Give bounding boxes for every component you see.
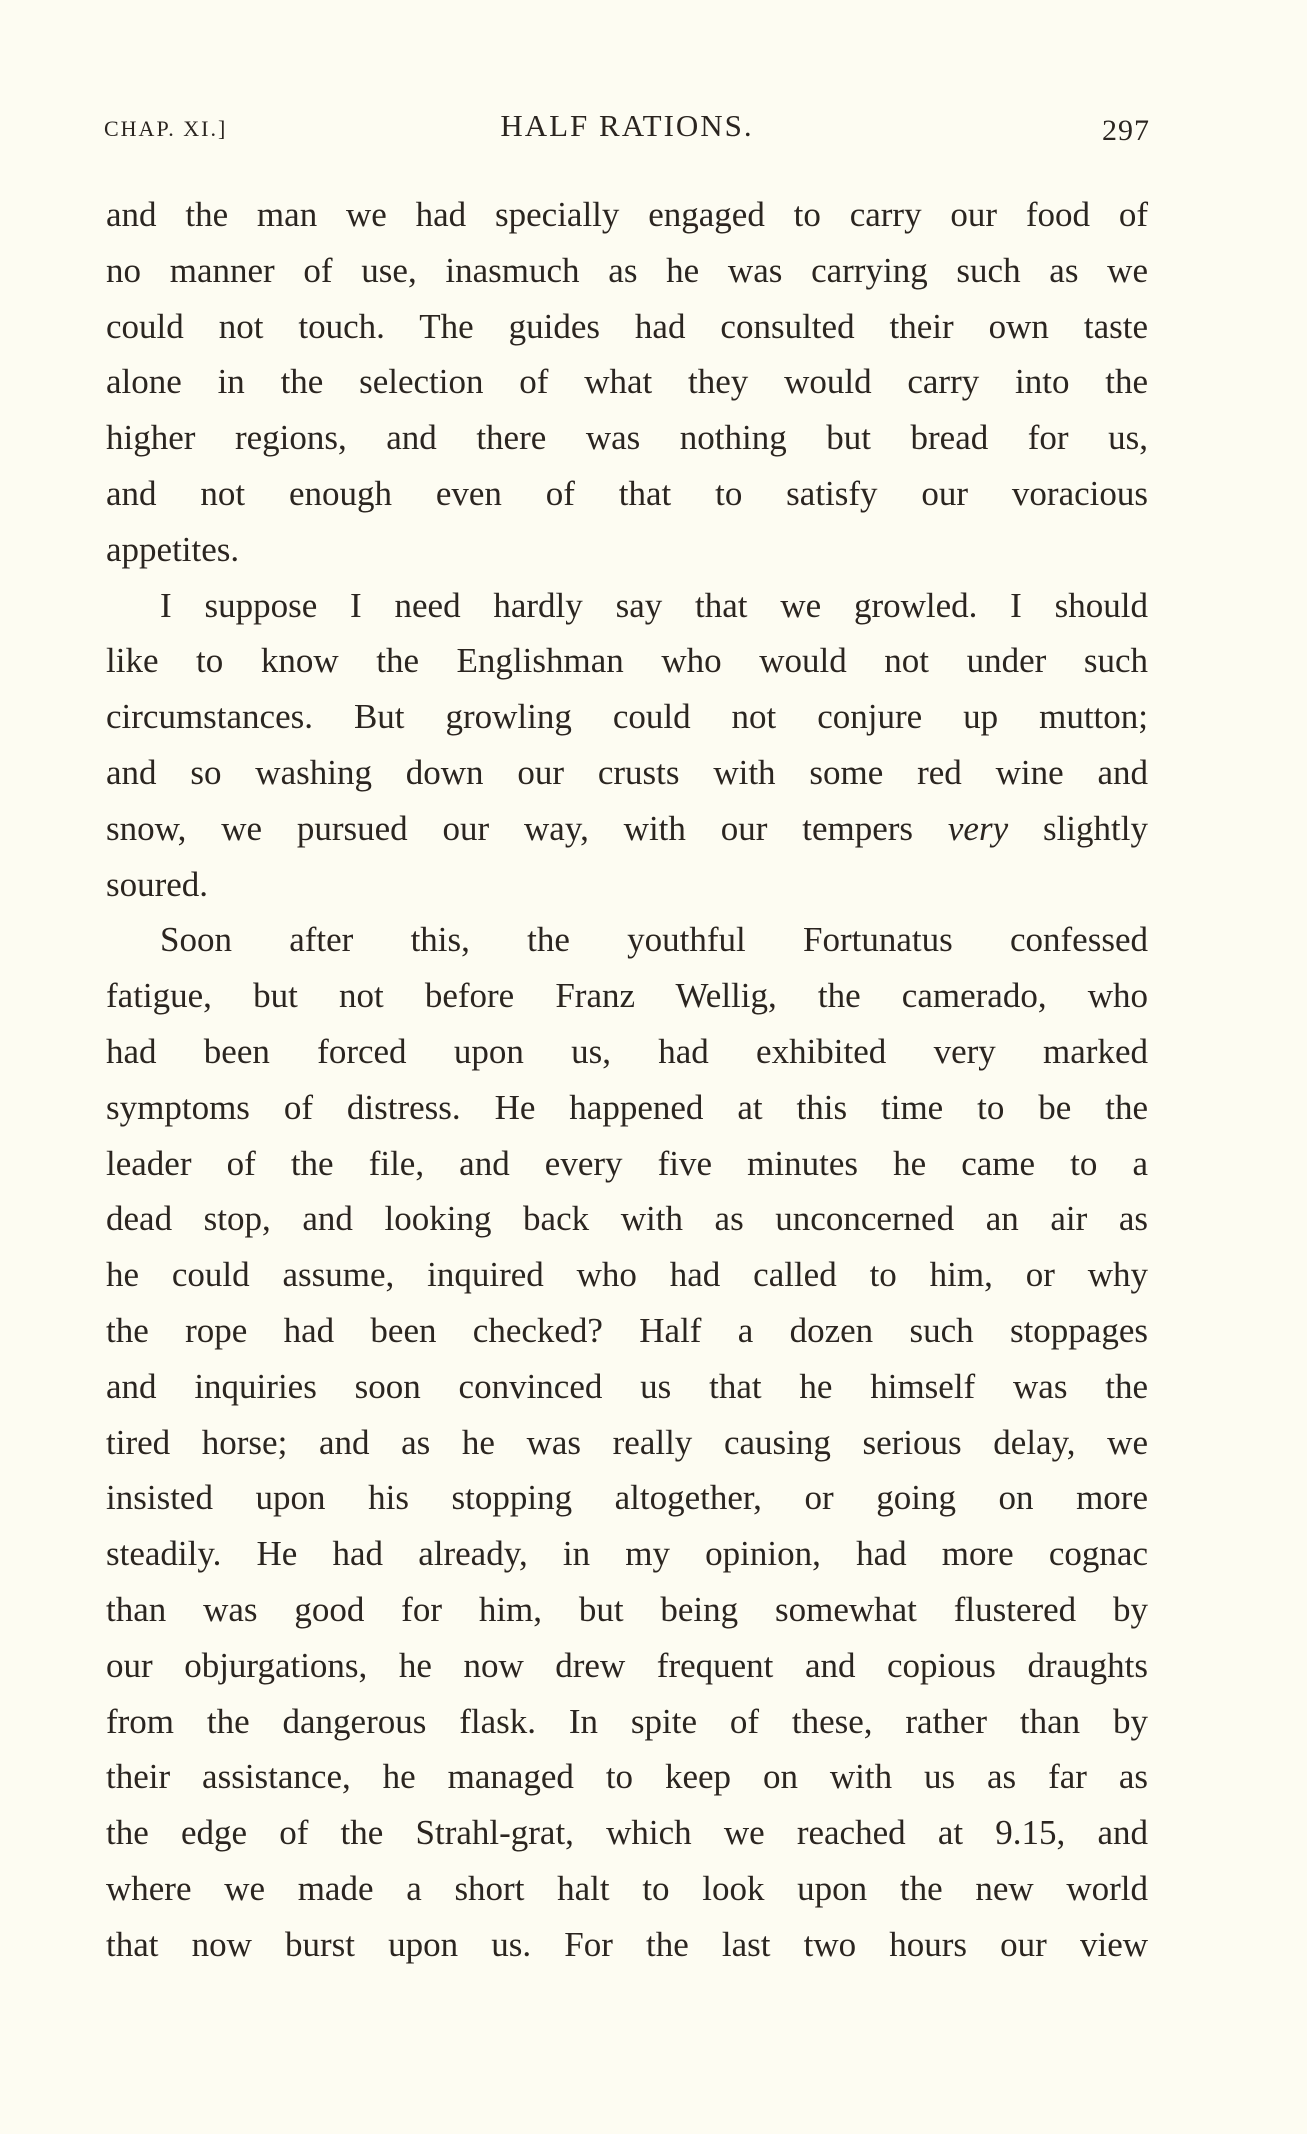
text-line: insisted upon his stopping altogether, or going on more [106, 1478, 1148, 1518]
text-line: snow, we pursued our way, with our tempers very slightly [106, 808, 1148, 848]
running-head [104, 108, 1150, 152]
text-line: symptoms of distress. He happened at this time to be the [106, 1087, 1148, 1127]
page-number: 297 [1102, 114, 1150, 147]
text-line: had been forced upon us, had exhibited very marked [106, 1031, 1148, 1071]
text-line: than was good for him, but being somewhat flustered by [106, 1589, 1148, 1629]
text-line: and so washing down our crusts with some red wine and [106, 752, 1148, 792]
body-text [106, 187, 1148, 1973]
text-line: alone in the selection of what they would carry into the [106, 362, 1148, 402]
text-line: higher regions, and there was nothing but bread for us, [106, 418, 1148, 458]
text-line: fatigue, but not before Franz Wellig, the camerado, who [106, 976, 1148, 1016]
text-line: and inquiries soon convinced us that he himself was the [106, 1366, 1148, 1406]
text-line: their assistance, he managed to keep on with us as far as [106, 1757, 1148, 1797]
text-line: I suppose I need hardly say that we growled. I should [160, 585, 1148, 625]
text-line: could not touch. The guides had consulted their own taste [106, 306, 1148, 346]
text-line: the rope had been checked? Half a dozen such stoppages [106, 1310, 1148, 1350]
paragraph [106, 912, 1148, 1972]
text-line: dead stop, and looking back with as unconcerned an air as [106, 1199, 1148, 1239]
text-line: circumstances. But growling could not conjure up mutton; [106, 697, 1148, 737]
text-line: leader of the file, and every five minutes he came to a [106, 1143, 1148, 1183]
text-line: soured. [106, 864, 209, 904]
text-line: steadily. He had already, in my opinion, had more cognac [106, 1534, 1148, 1574]
text-line: that now burst upon us. For the last two hours our view [106, 1924, 1148, 1964]
text-line: where we made a short halt to look upon the new world [106, 1868, 1148, 1908]
text-line: no manner of use, inasmuch as he was carrying such as we [106, 250, 1148, 290]
text-line: like to know the Englishman who would not under such [106, 641, 1148, 681]
text-line: our objurgations, he now drew frequent and copious draughts [106, 1645, 1148, 1685]
paragraph [106, 187, 1148, 578]
text-line: and not enough even of that to satisfy our voracious [106, 473, 1148, 513]
text-line: the edge of the Strahl-grat, which we reached at 9.15, and [106, 1813, 1148, 1853]
text-line: appetites. [106, 529, 240, 569]
text-line: from the dangerous flask. In spite of these, rather than by [106, 1701, 1148, 1741]
emphasis: very [947, 808, 1009, 848]
page-title: HALF RATIONS. [500, 108, 754, 143]
paragraph [106, 578, 1148, 913]
text-line: and the man we had specially engaged to carry our food of [106, 195, 1148, 234]
text-line: tired horse; and as he was really causing serious delay, we [106, 1422, 1148, 1462]
chapter-label: CHAP. XI.] [104, 116, 228, 141]
text-line: he could assume, inquired who had called to him, or why [106, 1255, 1148, 1295]
text-line: Soon after this, the youthful Fortunatus confessed [160, 920, 1148, 960]
